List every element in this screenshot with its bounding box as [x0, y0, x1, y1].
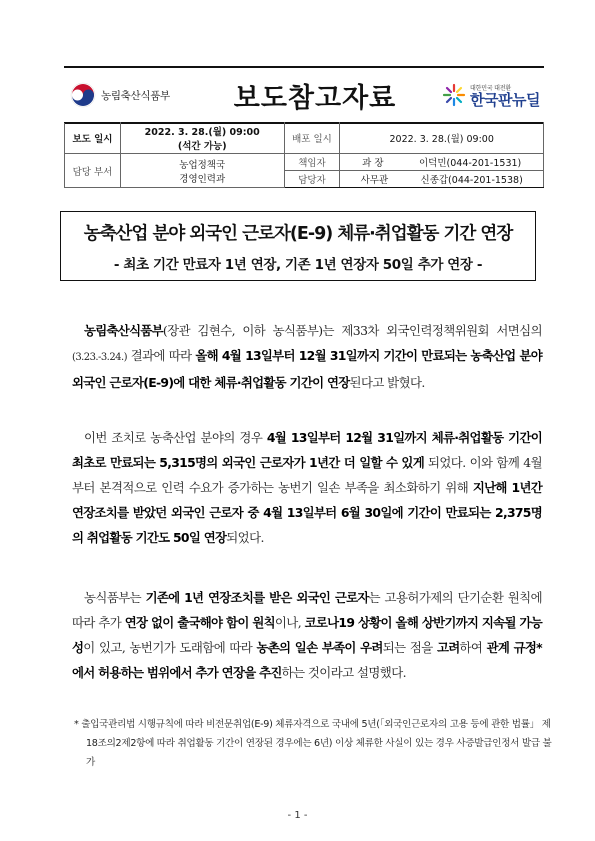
emphasis-text: 농림축산식품부: [84, 323, 163, 338]
body-text: 되는 점을: [382, 640, 437, 655]
newdeal-wordmark: 한국판뉴딜: [470, 90, 540, 109]
newdeal-burst-icon: [442, 83, 466, 107]
report-date-note: (석간 가능): [177, 141, 227, 152]
staff-cell: [340, 171, 544, 188]
emphasis-text: 고려: [436, 640, 460, 655]
responsible-label: 책임자: [284, 154, 340, 171]
headline-box: [60, 211, 536, 281]
body-text: 이나,: [274, 615, 305, 630]
emphasis-text: 관계 규정*에서 허용하는 범위에서 추가 연장을 추진: [72, 640, 542, 680]
subheadline: - 최초 기간 만료자 1년 연장, 기존 1년 연장자 50일 추가 연장 -: [113, 256, 483, 273]
body-text: (장관 김현수, 이하 농식품부)는 제33차 외국인력정책위원회 서면심의: [162, 323, 542, 338]
body-text: 하는 것이라고 설명했다.: [281, 665, 407, 680]
staff-label: 담당자: [284, 171, 340, 188]
body-text: 하여: [459, 640, 487, 655]
responsible-title: 과 장: [362, 158, 384, 169]
emphasis-text: 농촌의 일손 부족이 우려: [256, 640, 383, 655]
ministry-brand: [64, 82, 202, 108]
page-number: - 1 -: [287, 810, 308, 821]
dept-division: 경영인력과: [179, 173, 226, 185]
body-text: 이번 조치로 농축산업 분야의 경우: [84, 430, 267, 445]
body-paragraph-3: [72, 585, 542, 685]
taegeuk-emblem-icon: [70, 82, 96, 108]
report-date-cell: [120, 123, 284, 154]
emphasis-text: 연장 없이 출국해야 함이 원칙: [124, 615, 275, 630]
headline: 농축산업 분야 외국인 근로자(E-9) 체류·취업활동 기간 연장: [83, 223, 513, 244]
body-text: 결과에 따라: [126, 348, 196, 363]
dept-cell: [120, 154, 284, 188]
dept-bureau: 농업정책국: [179, 159, 226, 171]
newdeal-tagline: 대한민국 대전환: [470, 84, 511, 92]
dept-label: 담당 부서: [65, 154, 121, 188]
body-text: 된다고 밝혔다.: [349, 375, 425, 390]
body-text: 되었다. 이와 함께 4월부터 본격적으로 인력 수요가 증가하는 농번기 일손 부족을 최소화하기 위해: [72, 455, 542, 495]
dist-date-label: 배포 일시: [284, 123, 340, 154]
release-info-table: [64, 122, 544, 188]
staff-title: 사무관: [360, 175, 389, 186]
emphasis-text: 기존에 1년 연장조치를 받은 외국인 근로자: [145, 590, 369, 605]
body-paragraph-1: [72, 318, 542, 395]
body-text: 농식품부는: [84, 590, 146, 605]
dist-date-value: 2022. 3. 28.(월) 09:00: [340, 123, 544, 154]
emphasis-text: 올해 4월 13일부터 12월 31일까지 기간이 만료되는 농축산업 분야 외국인 근로자(E-9)에 대한 체류·취업활동 기간이 연장: [72, 348, 542, 390]
report-date-value: 2022. 3. 28.(월) 09:00: [144, 127, 260, 138]
body-text: 이 있고, 농번기가 도래함에 따라: [83, 640, 257, 655]
body-text: 되었다.: [226, 530, 264, 545]
emphasis-text: 지난해 1년간 연장조치를 받았던 외국인 근로자 중 4월 13일부터 6월 30일에 기간이 만료되는 2,375명의 취업활동 기간도 50일 연장: [72, 480, 542, 545]
responsible-cell: [340, 154, 544, 171]
newdeal-brand: [428, 83, 540, 108]
report-date-label: 보도 일시: [65, 123, 121, 154]
responsible-contact: 이덕민(044-201-1531): [419, 158, 522, 169]
document-type-title: 보도참고자료: [233, 82, 397, 114]
body-paragraph-2: [72, 425, 542, 550]
footnote: * 출입국관리법 시행규칙에 따라 비전문취업(E-9) 체류자격으로 국내에 5년(「외국인근로자의 고용 등에 관한 법률」 제18조의2제2항에 따라 취업활동 기간이 연장된 경우에는 6년) 이상 체류한 사실이 있는 경우 사증발급인정서 발급 불가: [74, 719, 552, 768]
emphasis-text: 코로나19 상황이 올해 상반기까지 지속될 가능성: [72, 615, 542, 655]
staff-contact: 신종갑(044-201-1538): [420, 175, 523, 186]
body-text: (3.23.-3.24.): [72, 352, 127, 363]
body-text: 는 고용허가제의 단기순환 원칙에 따라 추가: [72, 590, 542, 630]
ministry-name: 농림축산식품부: [101, 89, 170, 102]
emphasis-text: 4월 13일부터 12월 31일까지 체류·취업활동 기간이 최초로 만료되는 5,315명의 외국인 근로자가 1년간 더 일할 수 있게: [72, 430, 542, 470]
document-header: [64, 66, 544, 124]
